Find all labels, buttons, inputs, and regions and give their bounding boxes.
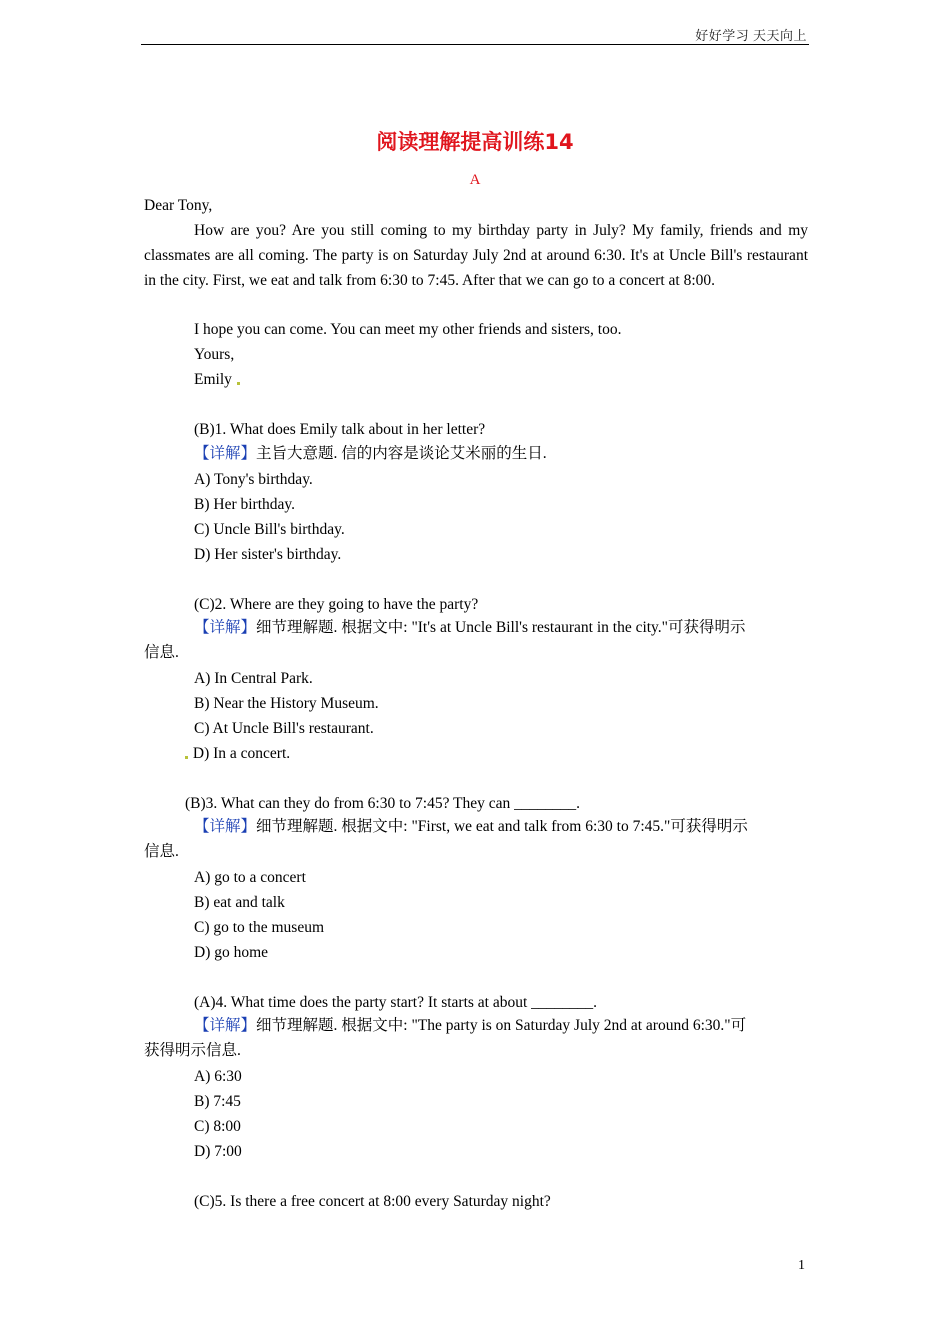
explanation-tag: 【详解】 [194,818,257,835]
letter-signature [194,370,241,390]
question-4-option-d: D) 7:00 [194,1143,242,1160]
question-2-explanation-cont: 信息. [144,644,179,661]
explanation-tag: 【详解】 [194,445,257,462]
question-3: (B)3. What can they do from 6:30 to 7:45? They can ________. [185,795,581,812]
question-4-option-c: C) 8:00 [194,1118,241,1135]
section-label: A [469,172,481,188]
question-2-option-c: C) At Uncle Bill's restaurant. [194,720,374,737]
question-3-option-d: D) go home [194,944,269,961]
question-2-option-d [184,744,290,764]
question-5: (C)5. Is there a free concert at 8:00 every Saturday night? [194,1193,551,1210]
question-1-option-c: C) Uncle Bill's birthday. [194,521,345,538]
question-4-option-b: B) 7:45 [194,1093,241,1110]
question-2-option-a: A) In Central Park. [194,670,313,687]
header-motto: 好好学习 天天向上 [695,28,807,43]
letter-closing: Yours, [194,346,235,363]
question-1-explanation [194,444,547,464]
speck-mark [185,756,188,759]
question-4-explanation-cont: 获得明示信息. [144,1042,241,1059]
header-divider [141,44,809,45]
question-3-explanation [194,817,748,837]
question-4-explanation [194,1016,746,1036]
question-2-option-b: B) Near the History Museum. [194,695,379,712]
explanation-tag: 【详解】 [194,1017,257,1034]
question-1-option-a: A) Tony's birthday. [194,471,313,488]
letter-salutation: Dear Tony, [144,197,213,214]
letter-body-paragraph-1: How are you? Are you still coming to my birthday party in July? My family, friends and my classmates are all coming. The party is on Saturday July 2nd at around 6:30. It's at Uncle Bill's restaurant in the city. First, we eat and talk from 6:30 to 7:45. After that we can go to a concert at 8:00. [144,222,808,289]
question-1: (B)1. What does Emily talk about in her letter? [194,421,486,438]
question-3-option-a: A) go to a concert [194,869,306,886]
explanation-text: 主旨大意题. 信的内容是谈论艾米丽的生日. [256,445,547,462]
option-text: D) In a concert. [192,745,291,762]
question-3-option-b: B) eat and talk [194,894,285,911]
page-title: 阅读理解提高训练14 [376,130,574,154]
explanation-text: 细节理解题. 根据文中: "First, we eat and talk from 6:30 to 7:45."可获得明示 [256,818,748,835]
question-4: (A)4. What time does the party start? It starts at about ________. [194,994,598,1011]
letter-body-paragraph-2: I hope you can come. You can meet my other friends and sisters, too. [194,321,622,338]
explanation-text: 细节理解题. 根据文中: "The party is on Saturday July 2nd at around 6:30."可 [256,1017,747,1034]
question-3-explanation-cont: 信息. [144,843,179,860]
question-2-explanation [194,618,746,638]
page-number: 1 [798,1258,805,1273]
explanation-text: 细节理解题. 根据文中: "It's at Uncle Bill's restaurant in the city."可获得明示 [256,619,746,636]
question-2: (C)2. Where are they going to have the party? [194,596,479,613]
explanation-tag: 【详解】 [194,619,257,636]
question-4-option-a: A) 6:30 [194,1068,242,1085]
question-1-option-d: D) Her sister's birthday. [194,546,342,563]
question-1-option-b: B) Her birthday. [194,496,296,513]
speck-mark [237,382,240,385]
signature-text: Emily [194,371,232,388]
question-3-option-c: C) go to the museum [194,919,325,936]
